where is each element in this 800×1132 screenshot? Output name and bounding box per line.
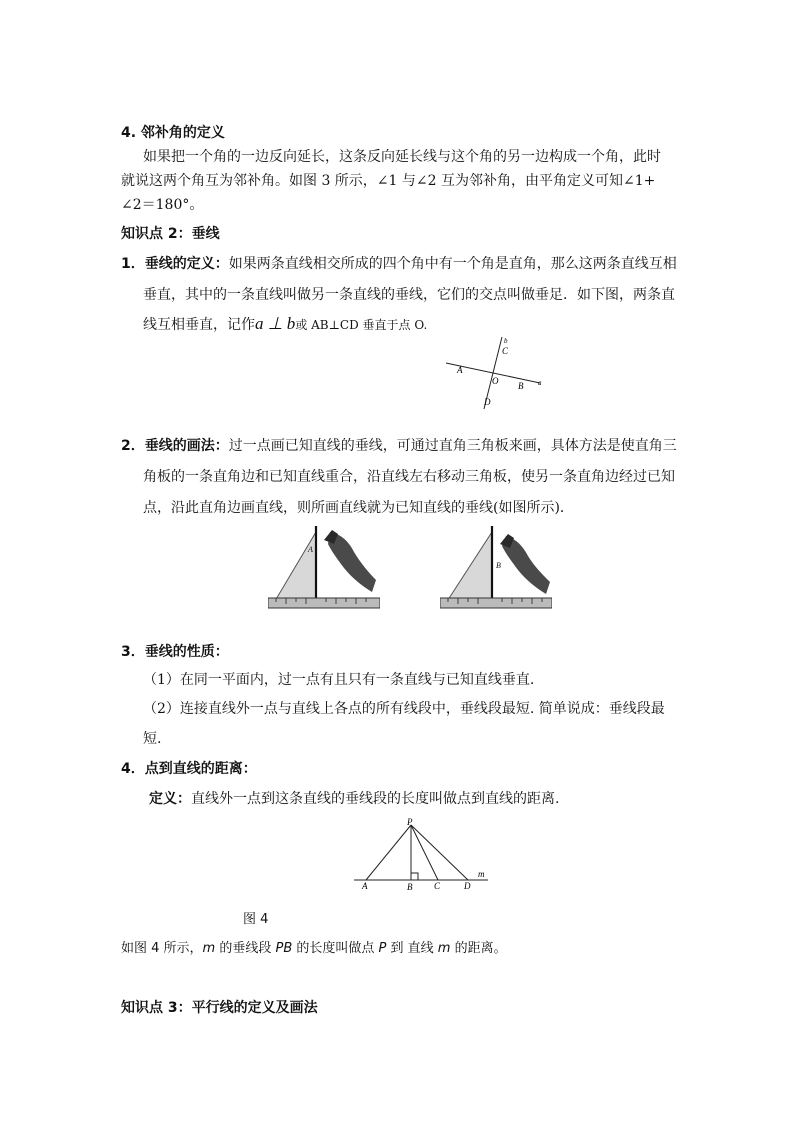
paragraph-line: 垂直，其中的一条直线叫做另一条直线的垂线，它们的交点叫做垂足．如下图，两条直	[143, 287, 675, 303]
label-m: m	[478, 869, 485, 879]
perpendicular-lines-figure	[440, 335, 550, 415]
paragraph-line: 如果把一个角的一边反向延长，这条反向延长线与这个角的另一边构成一个角，此时	[143, 149, 661, 165]
segment-pa	[366, 825, 411, 880]
figure-caption: 图 4	[243, 912, 269, 927]
definition-text: 直线外一点到这条直线的垂线段的长度叫做点到直线的距离.	[191, 791, 560, 807]
label-a: a	[538, 379, 542, 387]
distance-title: 4．点到直线的距离：	[121, 761, 257, 777]
paragraph-line: 角板的一条直角边和已知直线重合，沿直线左右移动三角板，使另一条直角边经过已知	[143, 469, 675, 485]
note-text: 到 直线	[386, 941, 438, 956]
set-square-photo-right	[440, 522, 552, 612]
label-b-point: B	[518, 381, 524, 391]
segment-pd	[411, 825, 468, 880]
property-item-2-cont: 短.	[143, 731, 162, 747]
label-o: O	[492, 376, 499, 386]
photo-label-a: A	[308, 545, 313, 554]
distance-definition	[149, 788, 559, 808]
set-square-photo-left	[268, 522, 380, 612]
point-line-distance-figure	[350, 815, 500, 895]
label-p: P	[407, 817, 413, 827]
definition-title: 1．垂线的定义：	[121, 256, 229, 272]
label-d: D	[484, 397, 491, 407]
label-b: b	[504, 337, 508, 345]
perpendicular-notation: a ⊥ b	[255, 314, 296, 333]
label-b: B	[407, 882, 413, 892]
notation-prefix: 线互相垂直，记作	[143, 317, 255, 333]
note-var-m: m	[437, 941, 451, 956]
definition-line	[121, 253, 677, 273]
drawing-method-line	[121, 435, 677, 455]
knowledge-point-heading: 知识点 2：垂线	[121, 226, 220, 242]
photo-label-b: B	[496, 561, 501, 570]
property-item-2: （2）连接直线外一点与直线上各点的所有线段中，垂线段最短. 简单说成：垂线段最	[143, 701, 665, 717]
note-text: 如图 4 所示，	[121, 941, 203, 956]
note-text: 的长度叫做点	[292, 941, 379, 956]
label-a: A	[362, 881, 368, 891]
note-var-m: m	[202, 941, 216, 956]
label-c: C	[434, 881, 441, 891]
notation-suffix: 或 AB⊥CD 垂直于点 O.	[295, 318, 428, 332]
note-text: 的距离。	[450, 941, 507, 956]
right-angle-mark	[411, 873, 418, 880]
drawing-method-text: 过一点画已知直线的垂线，可通过直角三角板来画，具体方法是使直角三	[228, 438, 677, 454]
paragraph-line: ∠2＝180°。	[121, 197, 204, 213]
paragraph-line: 就说这两个角互为邻补角。如图 3 所示，∠1 与∠2 互为邻补角，由平角定义可知∠1+	[121, 173, 656, 189]
label-d: D	[464, 881, 471, 891]
paragraph-line	[143, 314, 427, 334]
knowledge-point-heading: 知识点 3：平行线的定义及画法	[121, 1000, 318, 1016]
section-heading-adjacent-angles: 4. 邻补角的定义	[121, 125, 225, 141]
drawing-method-title: 2．垂线的画法：	[121, 438, 229, 454]
definition-text: 如果两条直线相交所成的四个角中有一个角是直角，那么这两条直线互相	[228, 256, 677, 272]
property-item-1: （1）在同一平面内，过一点有且只有一条直线与已知直线垂直.	[143, 672, 535, 688]
paragraph-line: 点，沿此直角边画直线，则所画直线就为已知直线的垂线(如图所示)．	[143, 500, 574, 516]
figure-note	[121, 937, 507, 956]
label-c: C	[502, 346, 509, 356]
note-var-p: P	[378, 941, 387, 956]
note-var-pb: PB	[275, 941, 293, 956]
label-a-point: A	[457, 365, 463, 375]
properties-title: 3．垂线的性质：	[121, 644, 229, 660]
note-text: 的垂线段	[215, 941, 276, 956]
segment-pc	[411, 825, 438, 880]
definition-label: 定义：	[149, 791, 191, 807]
